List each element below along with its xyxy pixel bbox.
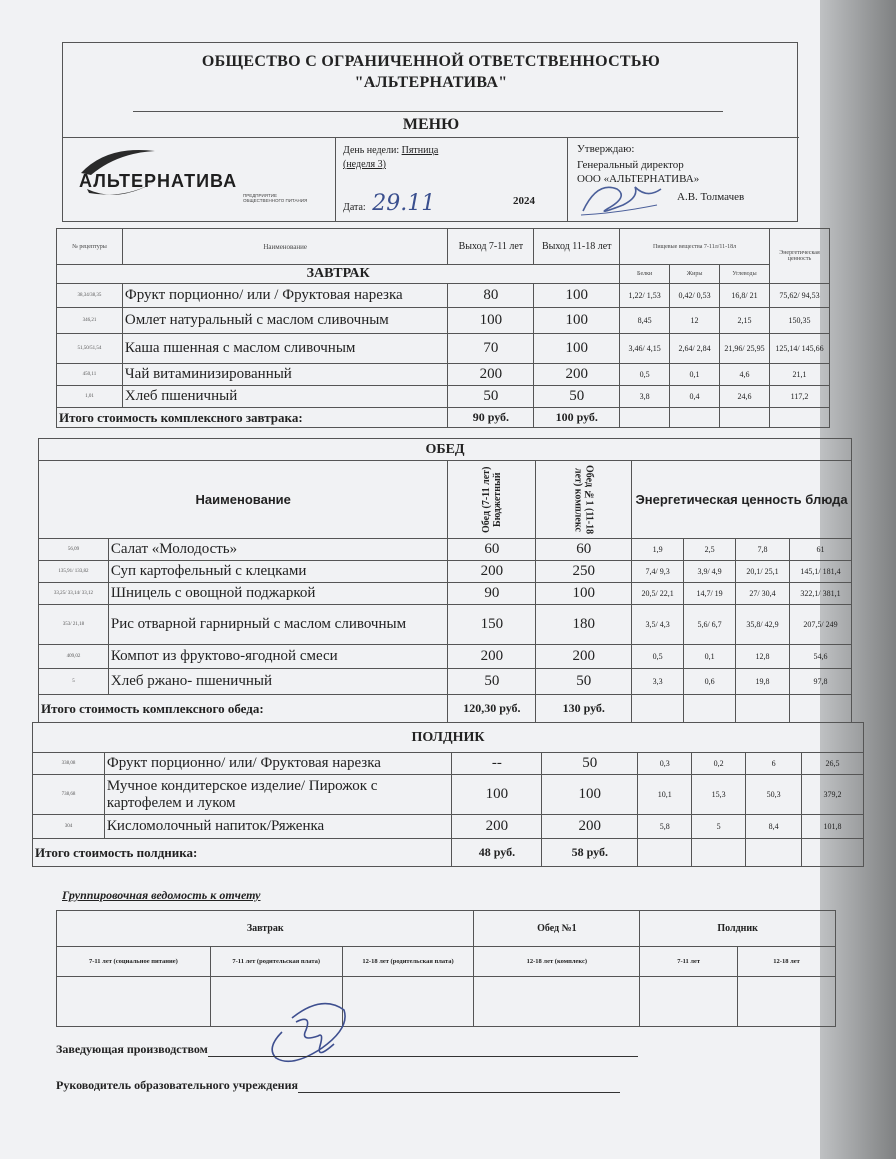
header-out-1: Выход 7-11 лет [448, 229, 534, 265]
grouping-snack-1: 7-11 лет [640, 947, 738, 977]
grouping-snack: Полдник [640, 911, 836, 947]
grouping-breakfast: Завтрак [57, 911, 474, 947]
cell-e: 125,14/ 145,66 [769, 334, 829, 364]
snack-total-label: Итого стоимость полдника: [33, 839, 452, 867]
cell-e: 75,62/ 94,53 [769, 284, 829, 308]
cell-p: 7,4/ 9,3 [632, 561, 684, 583]
cell-f: 5,6/ 6,7 [684, 605, 736, 645]
cell-e: 322,1/ 381,1 [789, 583, 851, 605]
breakfast-row [57, 284, 830, 308]
empty-cell [802, 839, 864, 867]
empty-cell [670, 408, 720, 428]
cell-b: 100 [534, 308, 620, 334]
director-label: Руководитель образовательного учреждения [56, 1078, 298, 1092]
cell-code: 450,11 [57, 364, 123, 386]
cell-p: 8,45 [620, 308, 670, 334]
approve-line-3: ООО «АЛЬТЕРНАТИВА» [577, 173, 700, 185]
cell-c: 7,8 [736, 539, 790, 561]
cell-a: 70 [448, 334, 534, 364]
cell-code: 1,01 [57, 386, 123, 408]
cell-f: 0,42/ 0,53 [670, 284, 720, 308]
cell-c: 16,8/ 21 [720, 284, 770, 308]
menu-title: МЕНЮ [63, 113, 799, 138]
lunch-header-b: Обед №1 (11-18 лет) комплекс [572, 464, 595, 535]
empty-cell [632, 695, 684, 723]
cell-code: 353/ 21,18 [39, 605, 109, 645]
cell-c: 50,3 [746, 775, 802, 815]
header-frame [62, 42, 798, 222]
header-out-2: Выход 11-18 лет [534, 229, 620, 265]
cell-b: 50 [536, 669, 632, 695]
cell-a: 150 [448, 605, 536, 645]
cell-name: Омлет натуральный с маслом сливочным [122, 308, 448, 334]
cell-a: 60 [448, 539, 536, 561]
cell-p: 3,8 [620, 386, 670, 408]
breakfast-row [57, 386, 830, 408]
lunch-row [39, 669, 852, 695]
cell-b: 100 [536, 583, 632, 605]
year: 2024 [513, 195, 535, 207]
cell-f: 0,2 [692, 753, 746, 775]
cell-f: 2,64/ 2,84 [670, 334, 720, 364]
logo-cell [63, 137, 336, 221]
lunch-total-label: Итого стоимость комплексного обеда: [39, 695, 448, 723]
cell-e: 145,1/ 181,4 [789, 561, 851, 583]
cell-name: Кисломолочный напиток/Ряженка [104, 815, 452, 839]
cell-b: 50 [534, 386, 620, 408]
cell-code: 346,21 [57, 308, 123, 334]
cell-a: 50 [448, 669, 536, 695]
grouping-bf-2: 7-11 лет (родительская плата) [210, 947, 342, 977]
cell-a: 50 [448, 386, 534, 408]
cell-f: 0,1 [670, 364, 720, 386]
empty-cell [638, 839, 692, 867]
header-name: Наименование [122, 229, 448, 265]
cell-c: 24,6 [720, 386, 770, 408]
organization-name [63, 51, 799, 93]
cell-p: 20,5/ 22,1 [632, 583, 684, 605]
cell-name: Компот из фруктово-ягодной смеси [108, 645, 448, 669]
breakfast-total-a: 90 руб. [448, 408, 534, 428]
grouping-empty [738, 977, 836, 1027]
header-protein: Белки [620, 265, 670, 284]
cell-c: 4,6 [720, 364, 770, 386]
cell-c: 27/ 30,4 [736, 583, 790, 605]
cell-e: 21,1 [769, 364, 829, 386]
cell-p: 1,9 [632, 539, 684, 561]
empty-cell [769, 408, 829, 428]
cell-p: 3,46/ 4,15 [620, 334, 670, 364]
lunch-table [38, 438, 852, 723]
week-value: (неделя 3) [343, 159, 386, 170]
logo-text: АЛЬТЕРНАТИВА [79, 171, 238, 191]
cell-e: 117,2 [769, 386, 829, 408]
cell-p: 0,5 [632, 645, 684, 669]
snack-total-b: 58 руб. [542, 839, 638, 867]
empty-cell [789, 695, 851, 723]
cell-a: -- [452, 753, 542, 775]
cell-e: 379,2 [802, 775, 864, 815]
cell-code: 33,25/ 33,14/ 33,12 [39, 583, 109, 605]
breakfast-title: ЗАВТРАК [57, 265, 620, 284]
header-code: № рецептуры [57, 229, 123, 265]
production-signature-line [56, 1042, 638, 1057]
day-label: День недели: [343, 145, 400, 156]
cell-name: Чай витаминизированный [122, 364, 448, 386]
cell-f: 12 [670, 308, 720, 334]
cell-p: 3,5/ 4,3 [632, 605, 684, 645]
approve-line-2: Генеральный директор [577, 159, 684, 171]
grouping-bf-1: 7-11 лет (социальное питание) [57, 947, 211, 977]
cell-c: 2,15 [720, 308, 770, 334]
cell-c: 6 [746, 753, 802, 775]
cell-f: 3,9/ 4,9 [684, 561, 736, 583]
cell-e: 207,5/ 249 [789, 605, 851, 645]
cell-a: 200 [452, 815, 542, 839]
cell-name: Салат «Молодость» [108, 539, 448, 561]
cell-b: 180 [536, 605, 632, 645]
cell-b: 250 [536, 561, 632, 583]
cell-e: 150,35 [769, 308, 829, 334]
cell-code: 5 [39, 669, 109, 695]
cell-c: 8,4 [746, 815, 802, 839]
cell-c: 20,1/ 25,1 [736, 561, 790, 583]
lunch-row [39, 583, 852, 605]
cell-b: 200 [542, 815, 638, 839]
approve-line-4: А.В. Толмачев [677, 191, 745, 203]
header-fat: Жиры [670, 265, 720, 284]
cell-f: 0,4 [670, 386, 720, 408]
cell-code: 51,50/51,54 [57, 334, 123, 364]
cell-code: 409,02 [39, 645, 109, 669]
cell-b: 60 [536, 539, 632, 561]
cell-name: Шницель с овощной поджаркой [108, 583, 448, 605]
day-cell [335, 137, 568, 221]
grouping-title: Группировочная ведомость к отчету [62, 888, 261, 902]
breakfast-total-b: 100 руб. [534, 408, 620, 428]
cell-c: 35,8/ 42,9 [736, 605, 790, 645]
cell-name: Фрукт порционно/ или/ Фруктовая нарезка [104, 753, 452, 775]
empty-cell [746, 839, 802, 867]
cell-name: Суп картофельный с клецками [108, 561, 448, 583]
director-signature-icon [577, 175, 667, 219]
lunch-header-a: Обед (7-11 лет) Бюджетный [480, 466, 503, 533]
grouping-empty [474, 977, 640, 1027]
breakfast-table [56, 228, 830, 428]
grouping-lunch-1: 12-18 лет (комплекс) [474, 947, 640, 977]
org-line-1: ОБЩЕСТВО С ОГРАНИЧЕННОЙ ОТВЕТСТВЕННОСТЬЮ [201, 53, 661, 70]
lunch-row [39, 561, 852, 583]
cell-code: 338,08 [33, 753, 105, 775]
logo-subtitle: ПРЕДПРИЯТИЕ ОБЩЕСТВЕННОГО ПИТАНИЯ [243, 193, 308, 203]
cell-a: 200 [448, 645, 536, 669]
breakfast-row [57, 334, 830, 364]
snack-row [33, 775, 864, 815]
cell-b: 50 [542, 753, 638, 775]
cell-code: 135,91/ 133,82 [39, 561, 109, 583]
date-value: 29.11 [372, 191, 436, 216]
lunch-row [39, 605, 852, 645]
cell-p: 1,22/ 1,53 [620, 284, 670, 308]
cell-c: 19,8 [736, 669, 790, 695]
cell-name: Рис отварной гарнирный с маслом сливочным [108, 605, 448, 645]
cell-code: 56,09 [39, 539, 109, 561]
cell-e: 101,8 [802, 815, 864, 839]
snack-row [33, 753, 864, 775]
cell-e: 61 [789, 539, 851, 561]
lunch-row [39, 645, 852, 669]
production-label: Заведующая производством [56, 1042, 208, 1056]
header-nutrients: Пищевые вещества 7-11л/11-18л [620, 229, 770, 265]
snack-table [32, 722, 864, 867]
grouping-empty [640, 977, 738, 1027]
signature-line [298, 1092, 620, 1093]
production-signature-icon [262, 988, 354, 1078]
cell-f: 14,7/ 19 [684, 583, 736, 605]
lunch-header-energy: Энергетическая ценность блюда [632, 461, 852, 539]
grouping-table [56, 910, 836, 1027]
date-label: Дата: [343, 202, 366, 213]
lunch-total-a: 120,30 руб. [448, 695, 536, 723]
cell-e: 54,6 [789, 645, 851, 669]
cell-p: 0,5 [620, 364, 670, 386]
cell-f: 0,1 [684, 645, 736, 669]
cell-a: 200 [448, 364, 534, 386]
breakfast-total-label: Итого стоимость комплексного завтрака: [57, 408, 448, 428]
grouping-lunch: Обед №1 [474, 911, 640, 947]
cell-f: 5 [692, 815, 746, 839]
lunch-title: ОБЕД [39, 439, 852, 461]
snack-total-a: 48 руб. [452, 839, 542, 867]
approval-cell [567, 137, 797, 221]
cell-code: 304 [33, 815, 105, 839]
cell-name: Хлеб ржано- пшеничный [108, 669, 448, 695]
day-value: Пятница [401, 145, 439, 156]
lunch-total-b: 130 руб. [536, 695, 632, 723]
cell-p: 0,3 [638, 753, 692, 775]
cell-b: 100 [534, 284, 620, 308]
snack-title: ПОЛДНИК [33, 723, 864, 753]
approve-line-1: Утверждаю: [577, 143, 635, 155]
empty-cell [720, 408, 770, 428]
header-energy: Энергетическая ценность [769, 229, 829, 284]
cell-name: Фрукт порционно/ или / Фруктовая нарезка [122, 284, 448, 308]
cell-e: 26,5 [802, 753, 864, 775]
header-carb: Углеводы [720, 265, 770, 284]
cell-name: Хлеб пшеничный [122, 386, 448, 408]
cell-b: 100 [534, 334, 620, 364]
lunch-header-name: Наименование [39, 461, 448, 539]
cell-f: 2,5 [684, 539, 736, 561]
empty-cell [736, 695, 790, 723]
cell-p: 5,8 [638, 815, 692, 839]
cell-name: Мучное кондитерское изделие/ Пирожок с картофелем и луком [104, 775, 452, 815]
cell-b: 200 [534, 364, 620, 386]
cell-a: 100 [448, 308, 534, 334]
cell-f: 0,6 [684, 669, 736, 695]
cell-a: 200 [448, 561, 536, 583]
cell-b: 200 [536, 645, 632, 669]
grouping-bf-3: 12-18 лет (родительская плата) [342, 947, 474, 977]
grouping-snack-2: 12-18 лет [738, 947, 836, 977]
empty-cell [692, 839, 746, 867]
breakfast-row [57, 308, 830, 334]
cell-code: 738,68 [33, 775, 105, 815]
header-rule [133, 111, 723, 112]
empty-cell [684, 695, 736, 723]
cell-code: 38,34/38,35 [57, 284, 123, 308]
director-signature-line [56, 1078, 620, 1093]
cell-c: 21,96/ 25,95 [720, 334, 770, 364]
breakfast-row [57, 364, 830, 386]
grouping-empty [57, 977, 211, 1027]
cell-a: 90 [448, 583, 536, 605]
cell-a: 80 [448, 284, 534, 308]
snack-row [33, 815, 864, 839]
cell-name: Каша пшенная с маслом сливочным [122, 334, 448, 364]
cell-p: 3,3 [632, 669, 684, 695]
cell-a: 100 [452, 775, 542, 815]
lunch-row [39, 539, 852, 561]
org-line-2: "АЛЬТЕРНАТИВА" [354, 74, 508, 91]
cell-b: 100 [542, 775, 638, 815]
cell-e: 97,8 [789, 669, 851, 695]
cell-p: 10,1 [638, 775, 692, 815]
grouping-empty [342, 977, 474, 1027]
cell-c: 12,8 [736, 645, 790, 669]
empty-cell [620, 408, 670, 428]
signature-line [208, 1056, 638, 1057]
cell-f: 15,3 [692, 775, 746, 815]
